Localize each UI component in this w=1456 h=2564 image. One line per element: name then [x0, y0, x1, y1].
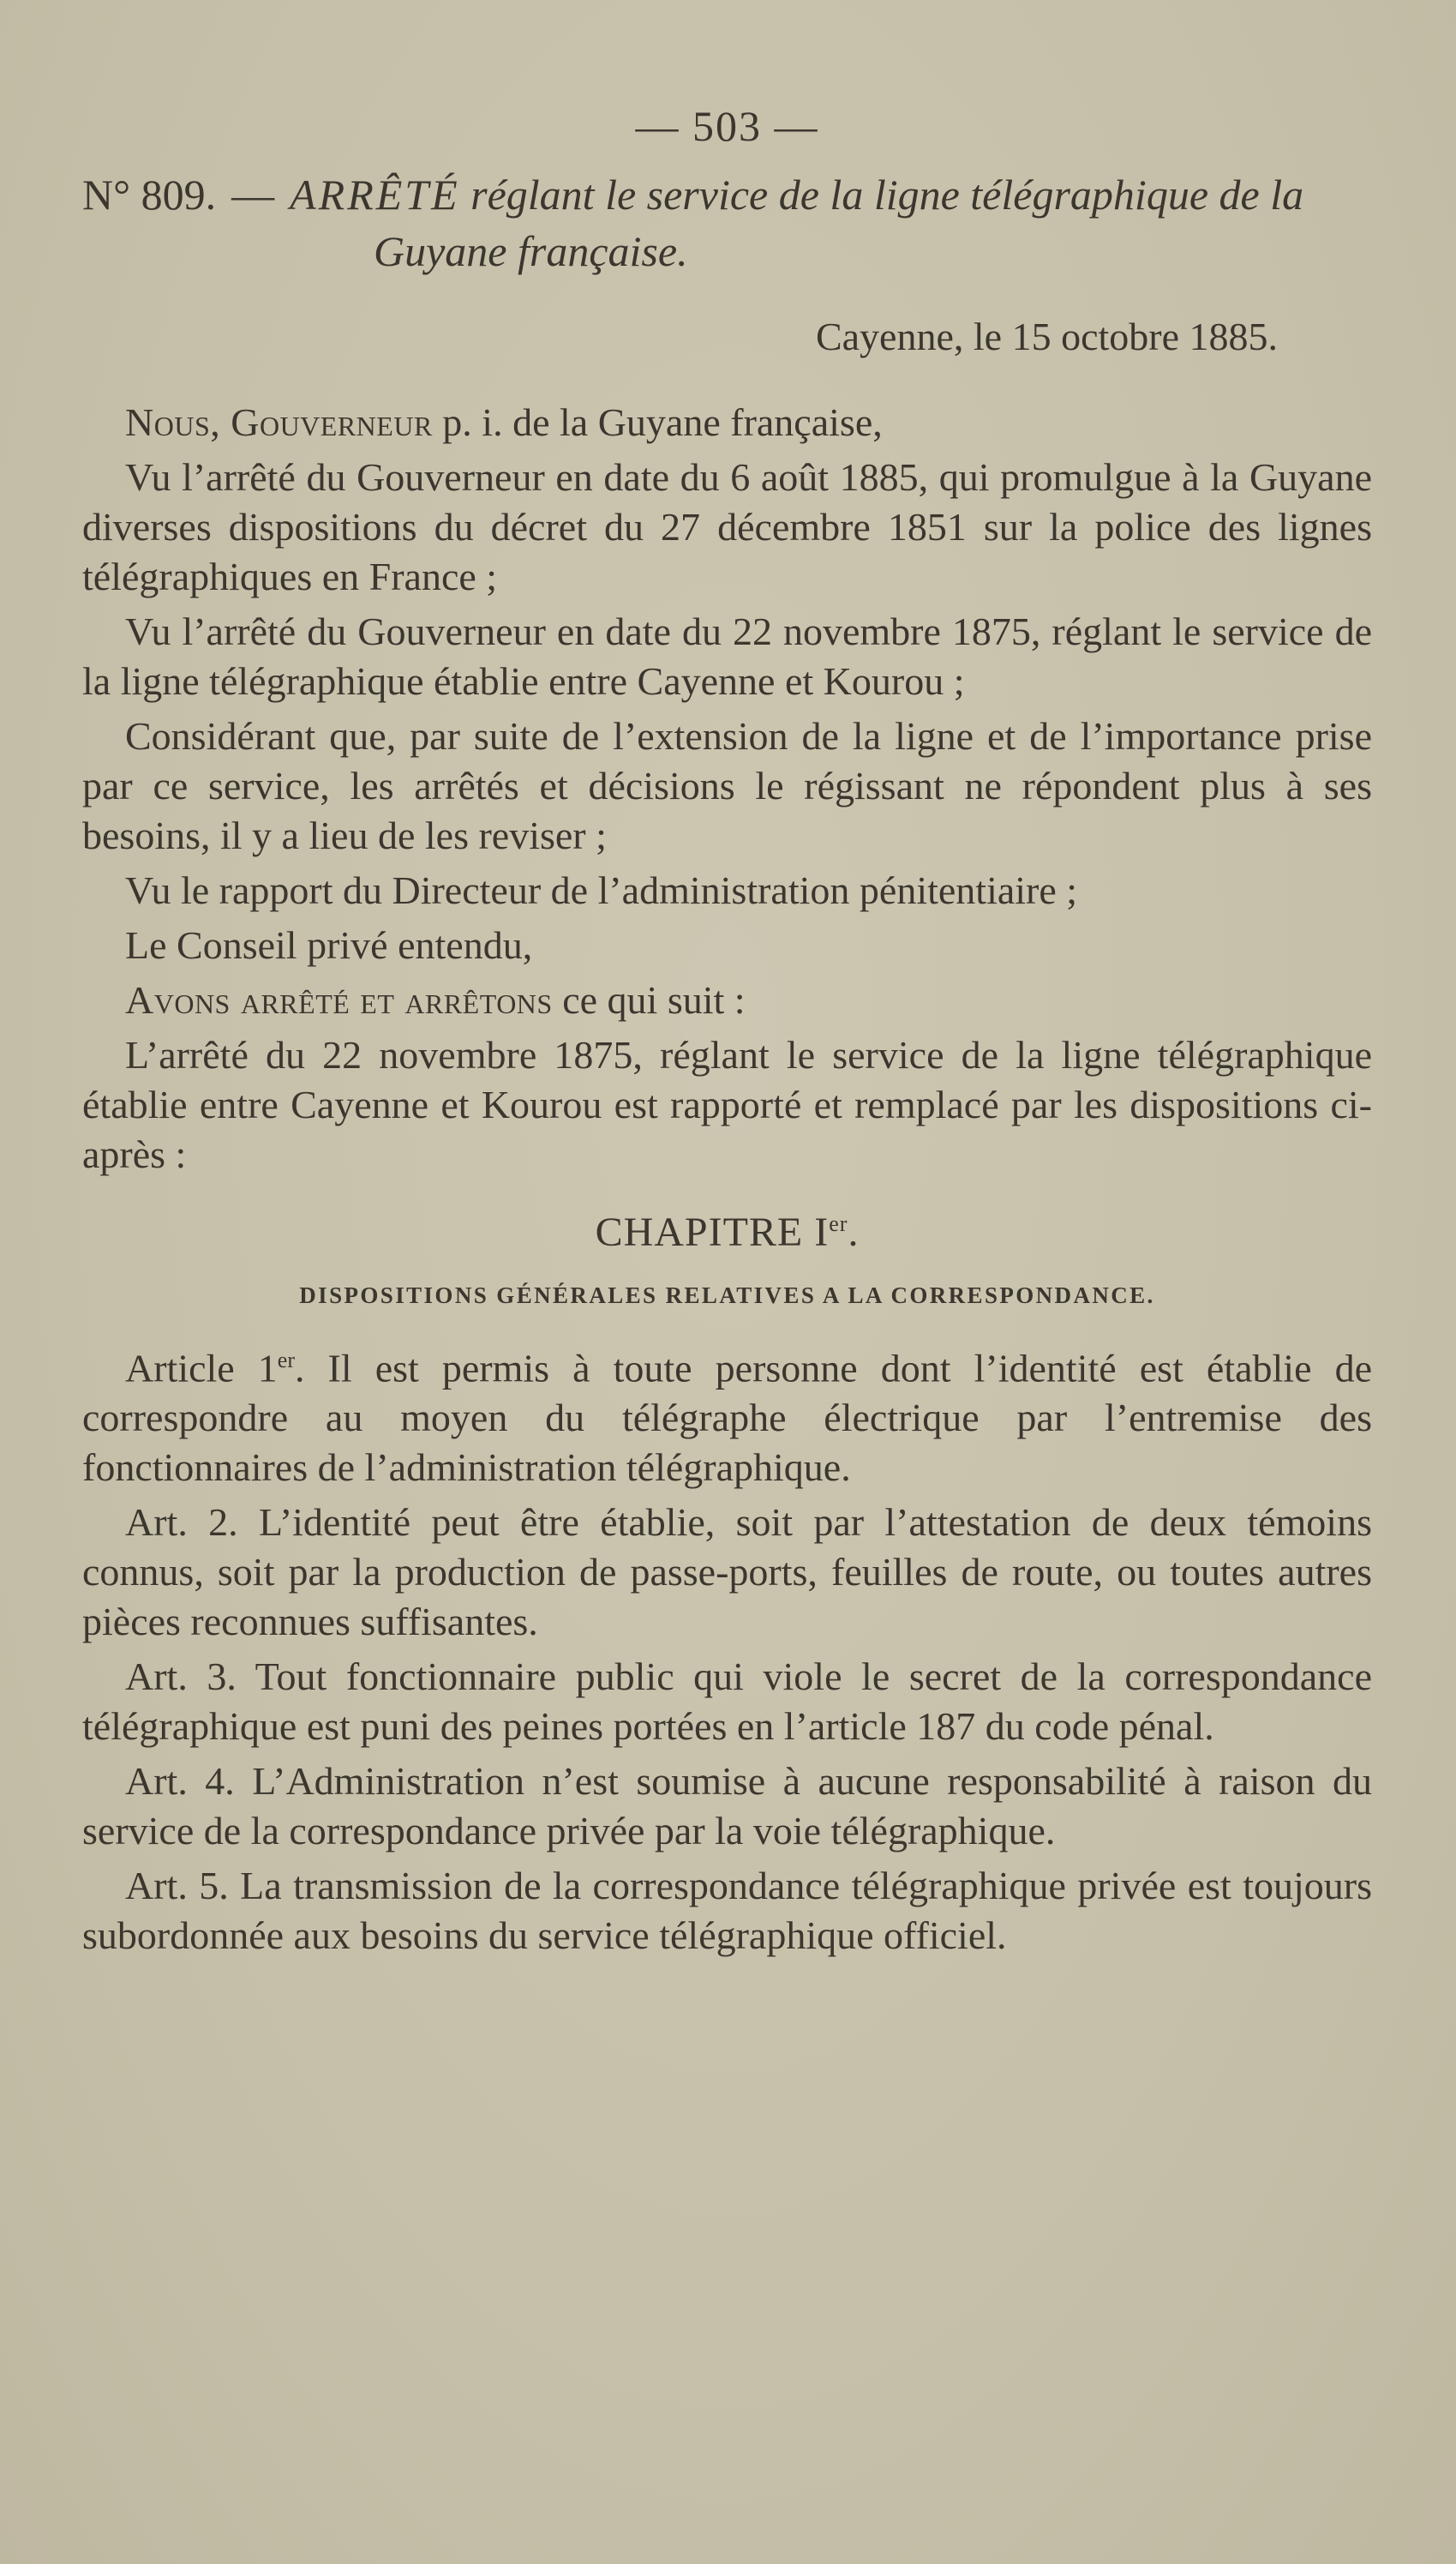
preamble-text: ce qui suit :: [552, 978, 746, 1022]
preamble-paragraph: [82, 921, 1372, 970]
document-page: [82, 101, 1372, 1961]
preamble-text: Vu l’arrêté du Gouverneur en date du 6 août 1885, qui promulgue à la Guyane diverses dispositions du décret du 27 décembre 1851 sur la police des lignes télégraphiques en France ;: [82, 455, 1372, 598]
chapter-label: CHAPITRE I: [595, 1210, 830, 1255]
preamble-text: Vu l’arrêté du Gouverneur en date du 22 novembre 1875, réglant le service de la ligne télégraphique établie entre Cayenne et Kourou ;: [82, 609, 1372, 703]
article-paragraph: [82, 1336, 1372, 1492]
preamble-text: L’arrêté du 22 novembre 1875, réglant le service de la ligne télégraphique établie entre Cayenne et Kourou est rapporté et remplacé par les dispositions ci-après :: [82, 1033, 1372, 1176]
preamble-paragraph: [82, 866, 1372, 916]
chapter-heading: [82, 1209, 1372, 1265]
preamble-paragraph: [82, 398, 1372, 447]
article-text: L’Administration n’est soumise à aucune responsabilité à raison du service de la correspondance privée par la voie télégraphique.: [82, 1759, 1372, 1853]
preamble-text: p. i. de la Guyane française,: [432, 400, 883, 444]
preamble-paragraph: [82, 976, 1372, 1025]
preamble-paragraph: [82, 712, 1372, 861]
article-text: L’identité peut être établie, soit par l’attestation de deux témoins connus, soit par la production de passe-ports, feuilles de route, ou toutes autres pièces reconnues suffisantes.: [82, 1500, 1372, 1644]
document-title: [82, 166, 1372, 279]
title-dash: —: [231, 171, 275, 219]
section-heading: DISPOSITIONS GÉNÉRALES RELATIVES A LA CORRESPONDANCE.: [299, 1282, 1155, 1308]
date-line: Cayenne, le 15 octobre 1885.: [815, 315, 1278, 358]
article-sup: er: [277, 1348, 295, 1372]
preamble-text: Le Conseil privé entendu,: [125, 923, 533, 967]
article-paragraph: [82, 1652, 1372, 1751]
preamble-text: Considérant que, par suite de l’extension de la ligne et de l’importance prise par ce service, les arrêtés et décisions le régissant ne répondent plus à ses besoins, il y a lieu de les reviser ;: [82, 714, 1372, 857]
page-number: — 503 —: [635, 102, 819, 150]
preamble-paragraph: [82, 1030, 1372, 1180]
article-label: Art. 5.: [125, 1864, 229, 1908]
article-label: Article 1: [125, 1346, 278, 1390]
preamble-text: Vu le rapport du Directeur de l’administration pénitentiaire ;: [125, 868, 1078, 912]
article-label: Art. 3.: [125, 1654, 237, 1699]
chapter-suffix: .: [848, 1210, 860, 1255]
preamble-lead: Nous, Gouverneur: [125, 400, 433, 444]
article-paragraph: [82, 1861, 1372, 1961]
title-arrete: ARRÊTÉ: [290, 171, 460, 219]
article-text: La transmission de la correspondance télégraphique privée est toujours subordonnée aux besoins du service télégraphique officiel.: [82, 1864, 1372, 1958]
article-paragraph: [82, 1498, 1372, 1647]
article-text: . Il est permis à toute personne dont l’identité est établie de correspondre au moyen du télégraphe électrique par l’entremise des fonctionnaires de l’administration télégraphique.: [82, 1346, 1372, 1490]
preamble-paragraph: [82, 607, 1372, 706]
article-text: Tout fonctionnaire public qui viole le secret de la correspondance télégraphique est puni des peines portées en l’article 187 du code pénal.: [82, 1654, 1372, 1749]
article-label: Art. 4.: [125, 1759, 235, 1804]
preamble-paragraph: [82, 453, 1372, 602]
preamble-lead: Avons arrêté et arrêtons: [125, 978, 553, 1022]
title-subject: réglant le service de la ligne télégraphique de la Guyane française.: [374, 171, 1304, 275]
article-paragraph: [82, 1756, 1372, 1856]
chapter-sup: er: [829, 1211, 848, 1236]
title-number: N° 809.: [82, 171, 217, 219]
article-label: Art. 2.: [125, 1500, 238, 1545]
